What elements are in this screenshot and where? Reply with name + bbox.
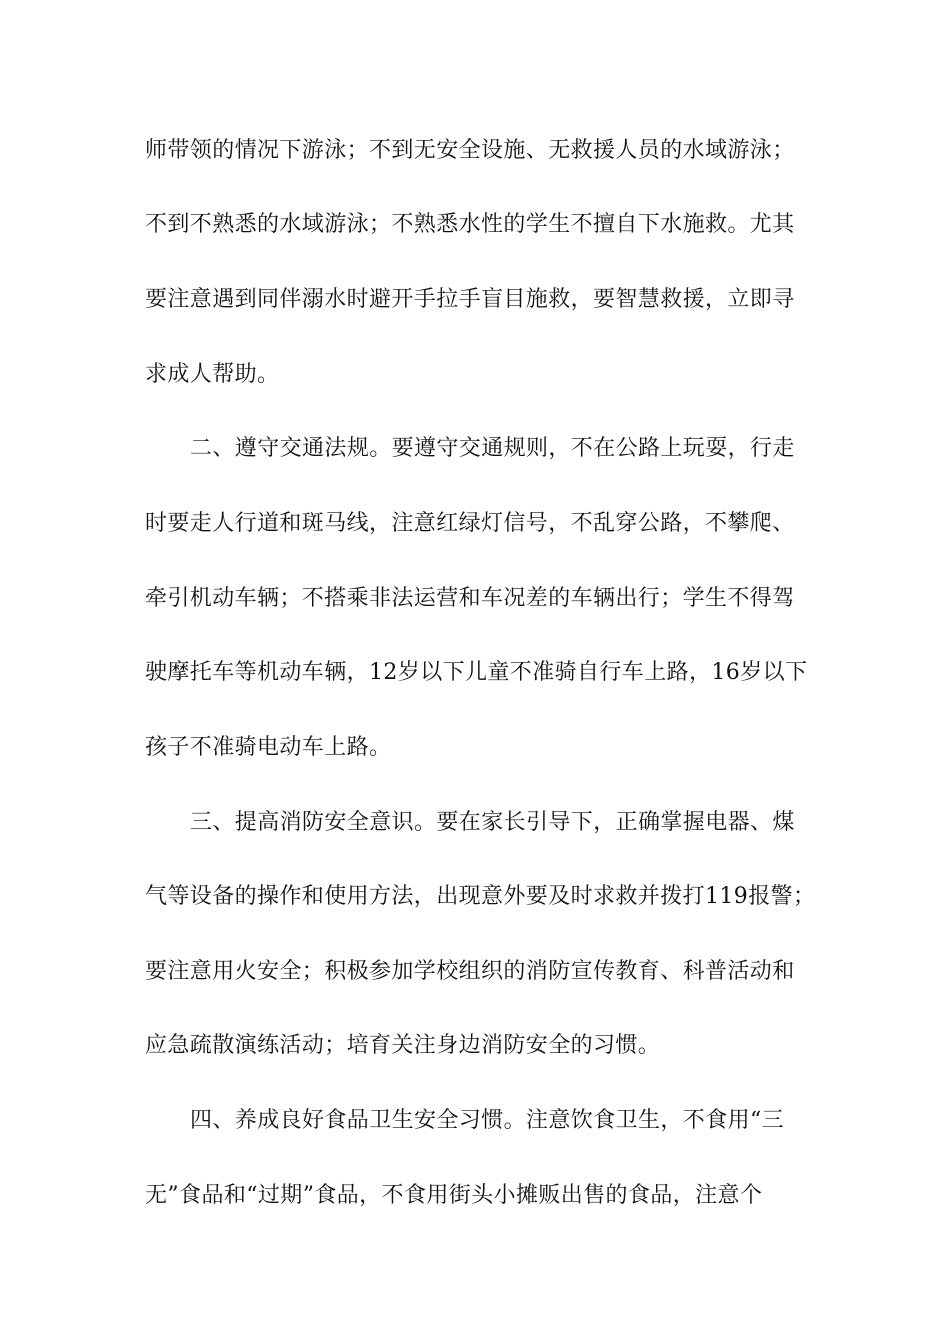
- paragraph-line: 要注意遇到同伴溺水时避开手拉手盲目施救，要智慧救援，立即寻: [145, 287, 795, 312]
- paragraph-line: 无”食品和“过期”食品，不食用街头小摊贩出售的食品，注意个: [145, 1183, 763, 1208]
- paragraph-line: 气等设备的操作和使用方法，出现意外要及时求救并拨打119报警；: [145, 884, 816, 909]
- paragraph-line: 牵引机动车辆；不搭乘非法运营和车况差的车辆出行；学生不得驾: [145, 586, 795, 611]
- paragraph-line: 应急疏散演练活动；培育关注身边消防安全的习惯。: [145, 1033, 661, 1058]
- paragraph-line: 师带领的情况下游泳；不到无安全设施、无救援人员的水域游泳；: [145, 138, 795, 163]
- section-heading-traffic: 二、遵守交通法规。要遵守交通规则，不在公路上玩耍，行走: [190, 436, 795, 461]
- paragraph-line: 不到不熟悉的水域游泳；不熟悉水性的学生不擅自下水施救。尤其: [145, 212, 795, 237]
- paragraph-line: 要注意用火安全；积极参加学校组织的消防宣传教育、科普活动和: [145, 959, 795, 984]
- paragraph-line: 孩子不准骑电动车上路。: [145, 735, 392, 760]
- section-heading-food-safety: 四、养成良好食品卫生安全习惯。注意饮食卫生，不食用“三: [190, 1108, 785, 1133]
- paragraph-line: 求成人帮助。: [145, 362, 280, 387]
- paragraph-line: 时要走人行道和斑马线，注意红绿灯信号，不乱穿公路，不攀爬、: [145, 511, 795, 536]
- paragraph-line: 驶摩托车等机动车辆，12岁以下儿童不准骑自行车上路，16岁以下: [145, 660, 808, 685]
- section-heading-fire-safety: 三、提高消防安全意识。要在家长引导下，正确掌握电器、煤: [190, 810, 795, 835]
